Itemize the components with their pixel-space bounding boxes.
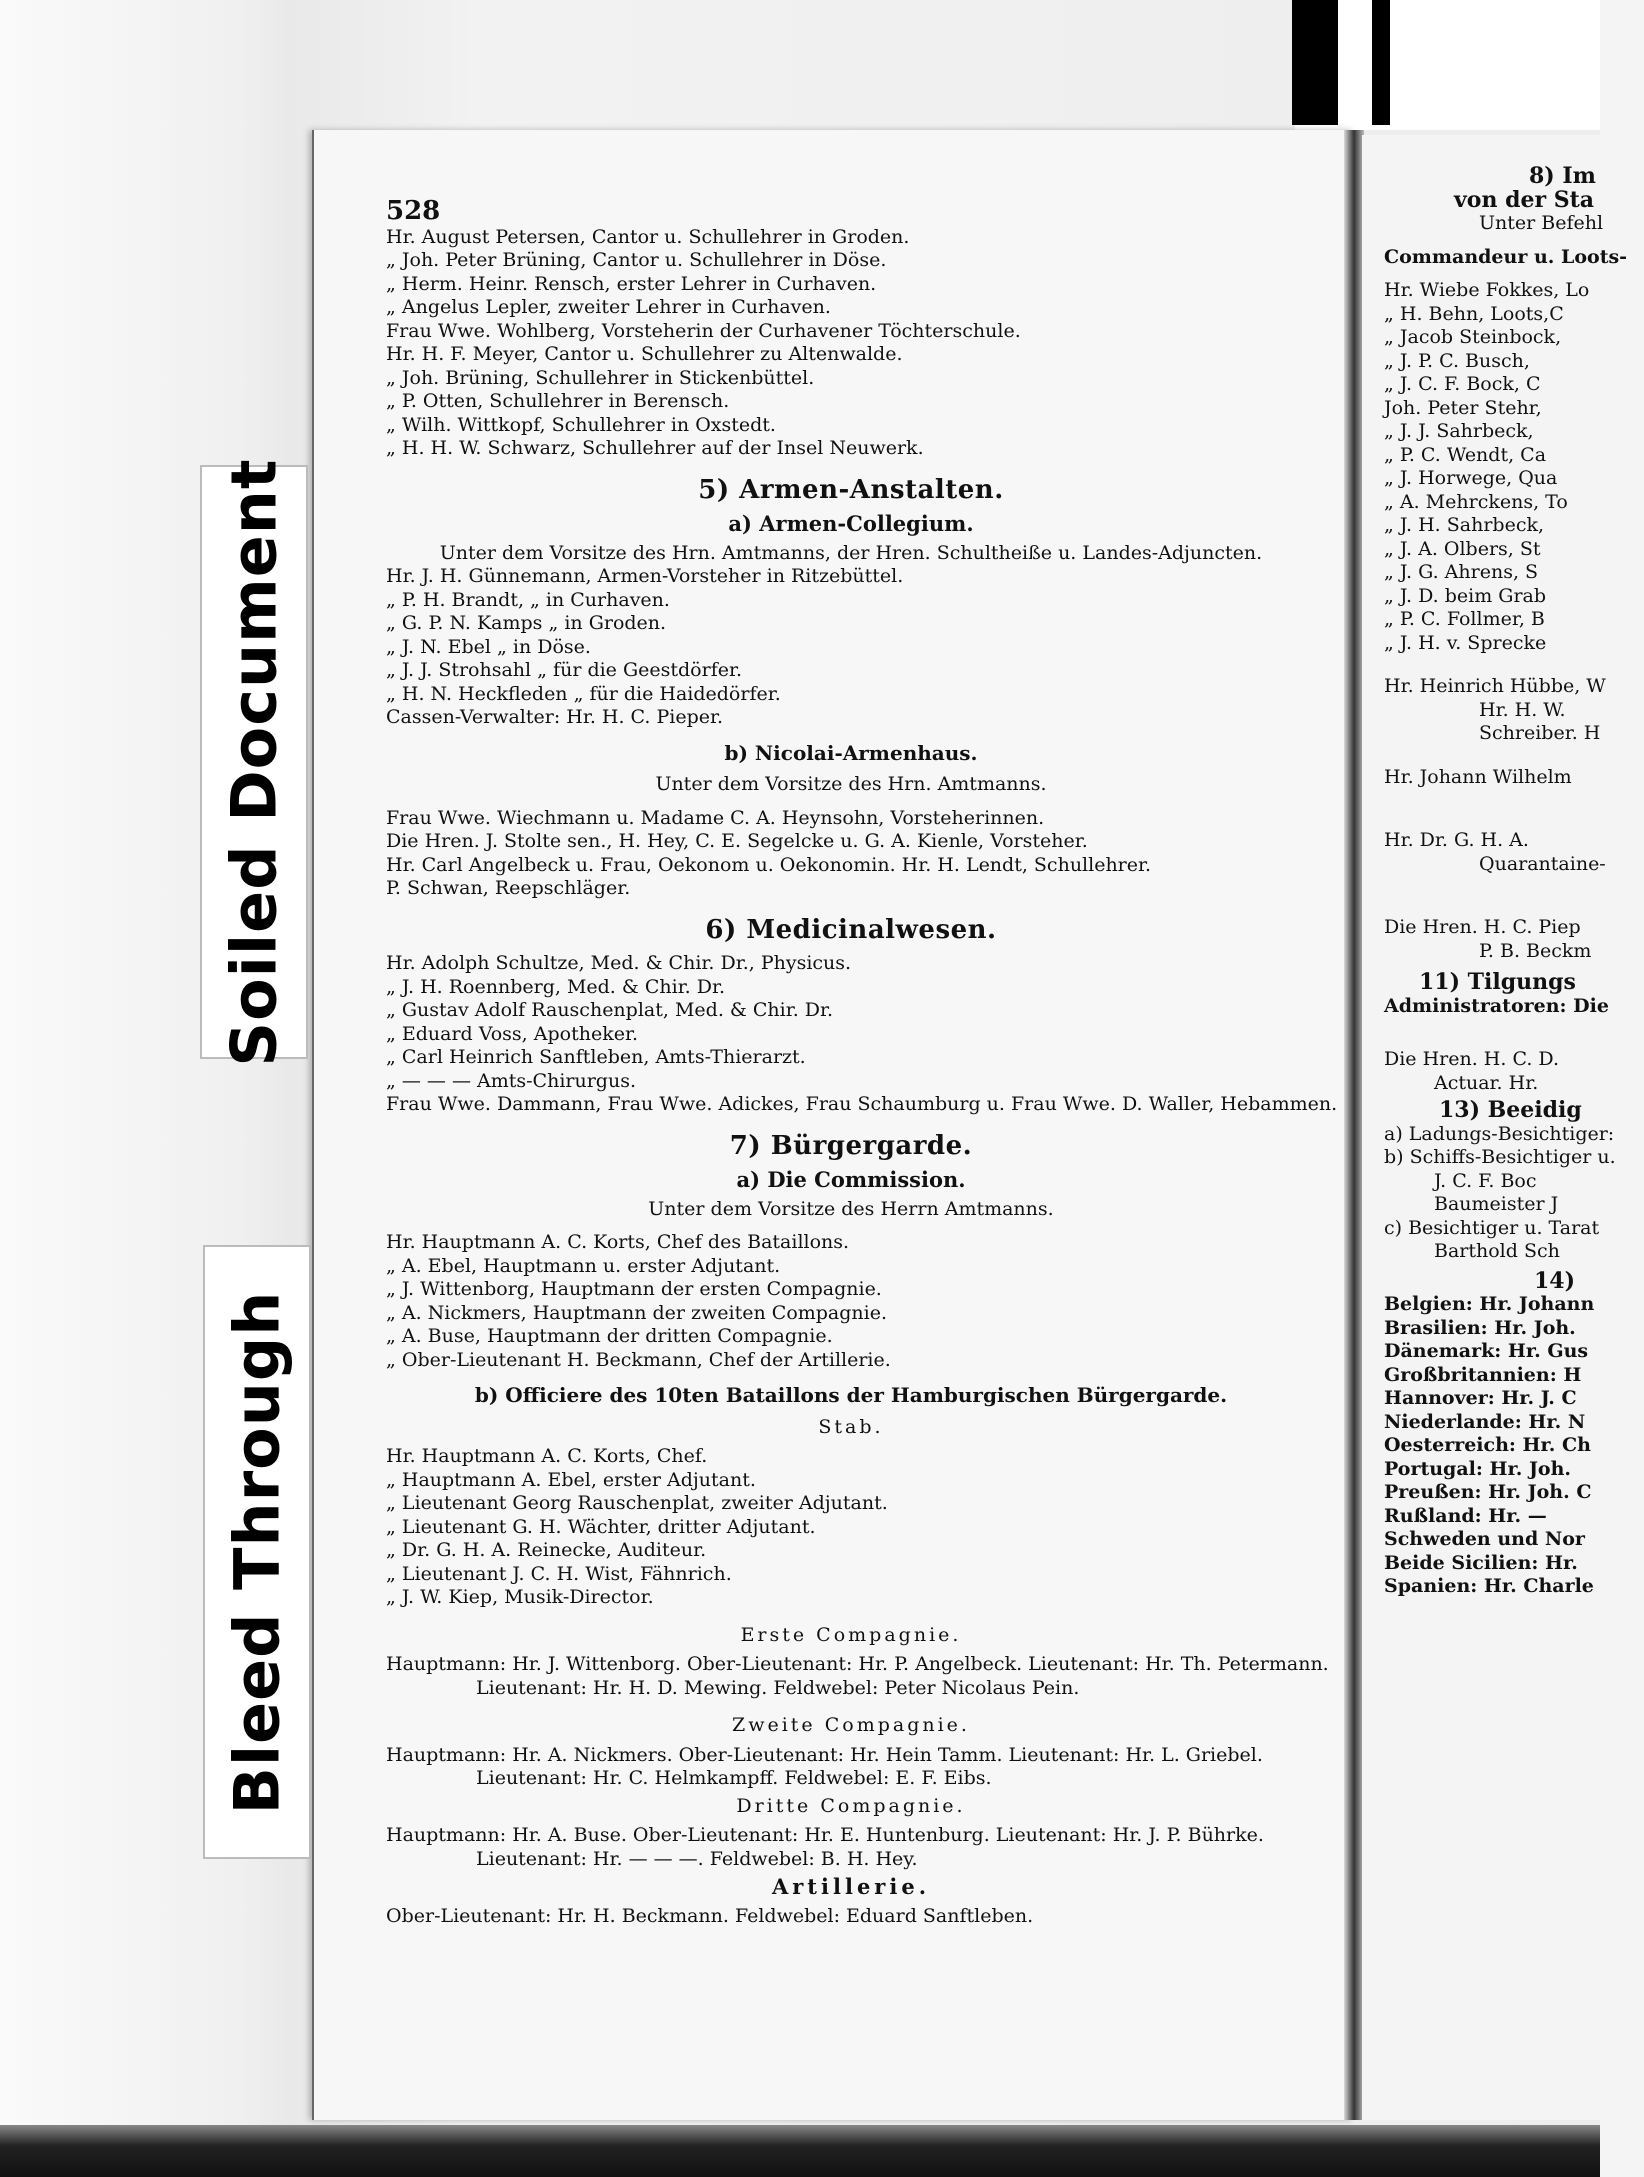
list-item: Hr. Hauptmann A. C. Korts, Chef des Bataillons. (386, 1231, 850, 1253)
list-item: „ Gustav Adolf Rauschenplat, Med. & Chir. Dr. (386, 999, 834, 1021)
right-heading-8-sub: von der Sta (1454, 186, 1595, 213)
list-item: „ P. C. Follmer, B (1384, 608, 1545, 630)
country-list (1384, 1293, 1644, 1599)
section-7b-title: b) Officiere des 10ten Bataillons der Hamburgischen Bürgergarde. (474, 1383, 1228, 1407)
binding-shadow-2 (1372, 0, 1390, 125)
list-item: „ Lieutenant J. C. H. Wist, Fähnrich. (386, 1562, 732, 1585)
page-number: 528 (386, 196, 441, 226)
right-page-text (1384, 165, 1644, 1599)
company-2-title: Zweite Compagnie. (732, 1714, 970, 1736)
left-page-text (386, 196, 1338, 1928)
list-item: „ J. J. Sahrbeck, (1384, 420, 1534, 442)
bottom-shadow (0, 2125, 1600, 2177)
list-item: „ J. H. v. Sprecke (1384, 631, 1547, 654)
list-item: „ J. Horwege, Qua (1384, 467, 1558, 489)
list-item: „ A. Mehrckens, To (1384, 490, 1568, 513)
page-gutter (1344, 130, 1364, 2120)
right-line: Quarantaine- (1479, 852, 1606, 875)
right-line: a) Ladungs-Besichtiger: (1384, 1122, 1615, 1145)
list-item: „ P. Otten, Schullehrer in Berensch. (386, 390, 730, 412)
list-item: „ Lieutenant G. H. Wächter, dritter Adjutant. (386, 1515, 816, 1538)
right-line: Commandeur u. Loots- (1384, 245, 1628, 268)
list-item: „ — — — Amts-Chirurgus. (386, 1069, 636, 1092)
section-7a-intro: Unter dem Vorsitze des Herrn Amtmanns. (648, 1197, 1054, 1220)
soiled-document-text: Soiled Document (217, 457, 291, 1067)
right-line: Hr. H. W. (1479, 698, 1566, 721)
list-item: „ H. Behn, Loots,C (1384, 302, 1564, 325)
list-item: Hr. Hauptmann A. C. Korts, Chef. (386, 1445, 708, 1467)
right-list (1384, 279, 1644, 655)
list-item: „ Ober-Lieutenant H. Beckmann, Chef der Artillerie. (386, 1348, 891, 1371)
right-line: Actuar. Hr. (1434, 1071, 1539, 1094)
section-6-list (386, 952, 1338, 1117)
list-item: Hr. J. H. Günnemann, Armen-Vorsteher in Ritzebüttel. (386, 565, 904, 587)
list-item: „ J. J. Strohsahl „ für die Geestdörfer. (386, 659, 743, 681)
list-item: „ J. D. beim Grab (1384, 584, 1547, 607)
right-line: Barthold Sch (1434, 1240, 1560, 1262)
company-2-line-1: Hauptmann: Hr. A. Nickmers. Ober-Lieutenant: Hr. Hein Tamm. Lieutenant: Hr. L. Griebel. (386, 1743, 1263, 1766)
list-item: P. Schwan, Reepschläger. (386, 877, 631, 899)
list-item: Dänemark: Hr. Gus (1384, 1340, 1589, 1362)
list-item: „ A. Nickmers, Hauptmann der zweiten Compagnie. (386, 1301, 888, 1324)
list-item: Hr. Carl Angelbeck u. Frau, Oekonom u. Oekonomin. Hr. H. Lendt, Schullehrer. (386, 853, 1152, 876)
list-item: Hannover: Hr. J. C (1384, 1387, 1577, 1409)
list-item: Beide Sicilien: Hr. (1384, 1551, 1578, 1574)
list-item: Frau Wwe. Dammann, Frau Wwe. Adickes, Frau Schaumburg u. Frau Wwe. D. Waller, Hebammen. (386, 1093, 1338, 1115)
list-item: Frau Wwe. Wiechmann u. Madame C. A. Heynsohn, Vorsteherinnen. (386, 806, 1045, 829)
company-2-line-2: Lieutenant: Hr. C. Helmkampff. Feldwebel: E. F. Eibs. (476, 1767, 992, 1789)
list-item: „ Angelus Lepler, zweiter Lehrer in Curhaven. (386, 296, 831, 318)
section-5b-intro: Unter dem Vorsitze des Hrn. Amtmanns. (655, 773, 1047, 795)
list-item: „ Joh. Brüning, Schullehrer in Stickenbüttel. (386, 366, 815, 389)
list-item: „ Carl Heinrich Sanftleben, Amts-Thierarzt. (386, 1046, 806, 1068)
section-5a-list (386, 565, 1316, 730)
list-item: „ J. N. Ebel „ in Döse. (386, 635, 591, 658)
list-item: „ J. P. C. Busch, (1384, 349, 1530, 372)
right-heading-11: 11) Tilgungs (1419, 969, 1576, 995)
list-item: „ Lieutenant Georg Rauschenplat, zweiter Adjutant. (386, 1492, 888, 1514)
list-item: „ P. H. Brandt, „ in Curhaven. (386, 588, 670, 611)
section-5b-list (386, 807, 1316, 901)
section-7a-list (386, 1231, 1316, 1372)
list-item: „ J. H. Roennberg, Med. & Chir. Dr. (386, 975, 726, 998)
right-line: Hr. Dr. G. H. A. (1384, 829, 1529, 851)
list-item: „ J. H. Sahrbeck, (1384, 514, 1545, 536)
artillery-line: Ober-Lieutenant: Hr. H. Beckmann. Feldwebel: Eduard Sanftleben. (386, 1904, 1034, 1927)
list-item: „ Joh. Peter Brüning, Cantor u. Schullehrer in Döse. (386, 249, 887, 271)
section-7a-title: a) Die Commission. (736, 1167, 966, 1192)
list-item: Brasilien: Hr. Joh. (1384, 1316, 1576, 1339)
right-line: Die Hren. H. C. D. (1384, 1048, 1559, 1070)
list-item: Preußen: Hr. Joh. C (1384, 1481, 1592, 1503)
list-item: „ J. A. Olbers, St (1384, 537, 1541, 560)
list-item: Frau Wwe. Wohlberg, Vorsteherin der Curhavener Töchterschule. (386, 319, 1021, 342)
binding-shadow (1292, 0, 1338, 125)
right-line: Hr. Johann Wilhelm (1384, 765, 1572, 788)
section-5a-title: a) Armen-Collegium. (728, 511, 974, 536)
right-line: b) Schiffs-Besichtiger u. (1384, 1146, 1616, 1168)
list-item: Rußland: Hr. — (1384, 1504, 1547, 1527)
company-3-line-1: Hauptmann: Hr. A. Buse. Ober-Lieutenant: Hr. E. Huntenburg. Lieutenant: Hr. J. P. Bührke. (386, 1824, 1264, 1846)
right-line: Hr. Heinrich Hübbe, W (1384, 675, 1606, 697)
list-item: Hr. August Petersen, Cantor u. Schullehrer in Groden. (386, 225, 910, 248)
right-heading-13: 13) Beeidig (1439, 1097, 1582, 1123)
stab-title: Stab. (818, 1415, 884, 1438)
teacher-list (386, 226, 1316, 461)
bleed-through-text: Bleed Through (220, 1290, 294, 1814)
company-3-line-2: Lieutenant: Hr. — — —. Feldwebel: B. H. Hey. (476, 1847, 918, 1870)
list-item: Belgien: Hr. Johann (1384, 1293, 1595, 1315)
right-line: Baumeister J (1434, 1193, 1559, 1215)
list-item: „ Dr. G. H. A. Reinecke, Auditeur. (386, 1539, 707, 1561)
bleed-through-label (203, 1245, 311, 1859)
section-5a-intro: Unter dem Vorsitze des Hrn. Amtmanns, der Hren. Schultheiße u. Landes-Adjuncten. (439, 541, 1263, 564)
section-6-title: 6) Medicinalwesen. (705, 914, 997, 945)
list-item: „ Herm. Heinr. Rensch, erster Lehrer in Curhaven. (386, 272, 877, 295)
list-item: „ H. H. W. Schwarz, Schullehrer auf der Insel Neuwerk. (386, 437, 924, 459)
right-heading-14: 14) (1534, 1267, 1576, 1294)
list-item: Spanien: Hr. Charle (1384, 1575, 1594, 1597)
binding-strip (1295, 0, 1600, 130)
section-5b-title: b) Nicolai-Armenhaus. (724, 740, 978, 765)
right-line: P. B. Beckm (1479, 939, 1592, 962)
right-line: Administratoren: Die (1384, 994, 1609, 1017)
list-item: „ J. Wittenborg, Hauptmann der ersten Compagnie. (386, 1278, 882, 1300)
list-item: „ J. C. F. Bock, C (1384, 373, 1541, 395)
list-item: Schweden und Nor (1384, 1528, 1585, 1550)
company-1-line-1: Hauptmann: Hr. J. Wittenborg. Ober-Lieutenant: Hr. P. Angelbeck. Lieutenant: Hr. Th. Petermann. (386, 1653, 1329, 1675)
list-item: „ Eduard Voss, Apotheker. (386, 1022, 638, 1045)
list-item: Portugal: Hr. Joh. (1384, 1457, 1572, 1480)
list-item: „ P. C. Wendt, Ca (1384, 443, 1547, 466)
list-item: Hr. Wiebe Fokkes, Lo (1384, 279, 1590, 301)
right-heading-8: 8) Im (1529, 163, 1596, 189)
list-item: „ J. G. Ahrens, S (1384, 561, 1539, 583)
stab-list (386, 1445, 1316, 1610)
right-line: Unter Befehl (1479, 212, 1604, 234)
list-item: „ A. Buse, Hauptmann der dritten Compagnie. (386, 1325, 833, 1347)
list-item: „ Hauptmann A. Ebel, erster Adjutant. (386, 1468, 756, 1491)
right-page (1362, 135, 1628, 2120)
artillery-title: Artillerie. (771, 1874, 931, 1899)
list-item: „ G. P. N. Kamps „ in Groden. (386, 612, 667, 634)
company-1-line-2: Lieutenant: Hr. H. D. Mewing. Feldwebel: Peter Nicolaus Pein. (476, 1676, 1080, 1699)
list-item: Joh. Peter Stehr, (1384, 396, 1542, 419)
soiled-document-label (200, 457, 308, 1067)
list-item: Cassen-Verwalter: Hr. H. C. Pieper. (386, 706, 724, 728)
right-line: J. C. F. Boc (1434, 1169, 1537, 1192)
section-5-title: 5) Armen-Anstalten. (698, 474, 1004, 505)
right-line: Die Hren. H. C. Piep (1384, 916, 1581, 938)
right-line: c) Besichtiger u. Tarat (1384, 1216, 1600, 1239)
list-item: Hr. H. F. Meyer, Cantor u. Schullehrer zu Altenwalde. (386, 343, 903, 365)
list-item: Die Hren. J. Stolte sen., H. Hey, C. E. Segelcke u. G. A. Kienle, Vorsteher. (386, 830, 1088, 852)
section-7-title: 7) Bürgergarde. (729, 1130, 973, 1161)
list-item: „ Jacob Steinbock, (1384, 326, 1562, 348)
right-line: Schreiber. H (1479, 722, 1601, 744)
list-item: Hr. Adolph Schultze, Med. & Chir. Dr., Physicus. (386, 952, 852, 974)
company-1-title: Erste Compagnie. (740, 1623, 962, 1646)
list-item: Großbritannien: H (1384, 1363, 1582, 1386)
list-item: „ J. W. Kiep, Musik-Director. (386, 1586, 654, 1608)
list-item: „ H. N. Heckfleden „ für die Haidedörfer. (386, 682, 781, 705)
list-item: „ Wilh. Wittkopf, Schullehrer in Oxstedt. (386, 413, 776, 436)
list-item: Oesterreich: Hr. Ch (1384, 1434, 1591, 1456)
list-item: „ A. Ebel, Hauptmann u. erster Adjutant. (386, 1254, 781, 1277)
company-3-title: Dritte Compagnie. (736, 1794, 966, 1817)
list-item: Niederlande: Hr. N (1384, 1410, 1586, 1433)
